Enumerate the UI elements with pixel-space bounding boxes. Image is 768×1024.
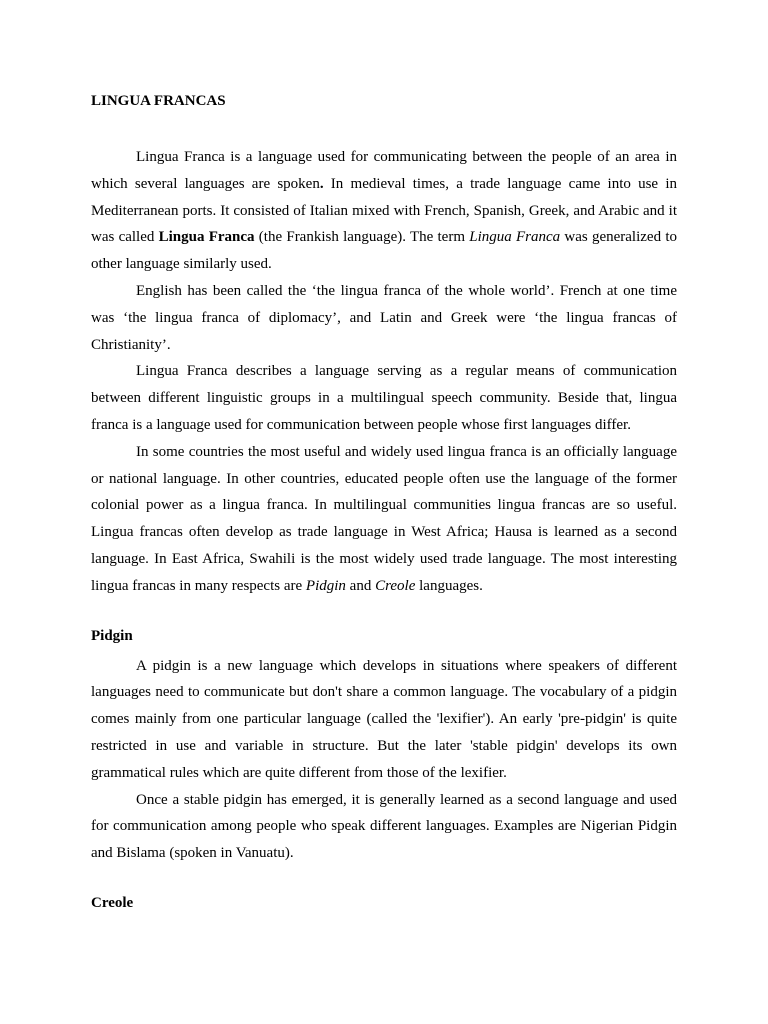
intro-paragraph-2: English has been called the ‘the lingua franca of the whole world’. French at one time was ‘the lingua franca of diplomacy’, and Latin and Greek were ‘the lingua francas of Christianity’. (91, 282, 677, 353)
pidgin-paragraph-2: Once a stable pidgin has emerged, it is generally learned as a second language and used for communication among people who speak different languages. Examples are Nigerian Pidgin and Bislama (spoken in Vanuatu). (91, 791, 677, 862)
bold-term-lingua-franca: Lingua Franca (158, 229, 255, 246)
intro-paragraph-4 (91, 439, 677, 600)
text-run-bold-period: . (319, 175, 324, 192)
document-title: LINGUA FRANCAS (91, 93, 226, 109)
text-run: (the Frankish language). The term (254, 229, 470, 246)
intro-paragraph-3: Lingua Franca describes a language serving as a regular means of communication between different linguistic groups in a multilingual speech community. Beside that, lingua franca is a language used for communication between people whose first languages differ. (91, 363, 677, 433)
section-heading-creole: Creole (91, 894, 134, 911)
text-run: was generalized to other language similarly used. (91, 229, 677, 273)
text-run: In some countries the most useful and widely used lingua franca is an officially language or national language. In other countries, educated people often use the language of the former colonial power as a lingua franca. In multilingual communities lingua francas are so useful. Lingua francas often develop as trade language in West Africa; Hausa is learned as a second language. In East Africa, Swahili is the most widely used trade language. The most interesting lingua francas in many respects are (91, 443, 677, 594)
section-heading-pidgin: Pidgin (91, 627, 133, 644)
text-run: and (345, 577, 376, 594)
intro-paragraph-1 (91, 144, 677, 278)
italic-term-creole: Creole (375, 577, 416, 594)
text-run: In medieval times, a trade language came into use in Mediterranean ports. It consisted of Italian mixed with French, Spanish, Greek, and Arabic and it was called (91, 175, 677, 246)
text-run: languages. (415, 577, 483, 594)
text-run: Lingua Franca is a language used for communicating between the people of an area in which several languages are spoken (91, 149, 677, 192)
pidgin-paragraph-1: A pidgin is a new language which develops in situations where speakers of different languages need to communicate but don't share a common language. The vocabulary of a pidgin comes mainly from one particular language (called the 'lexifier'). An early 'pre-pidgin' is quite restricted in use and variable in structure. But the later 'stable pidgin' develops its own grammatical rules which are quite different from those of the lexifier. (91, 657, 677, 781)
italic-term-lingua-franca: Lingua Franca (469, 229, 561, 246)
italic-term-pidgin: Pidgin (305, 577, 346, 594)
